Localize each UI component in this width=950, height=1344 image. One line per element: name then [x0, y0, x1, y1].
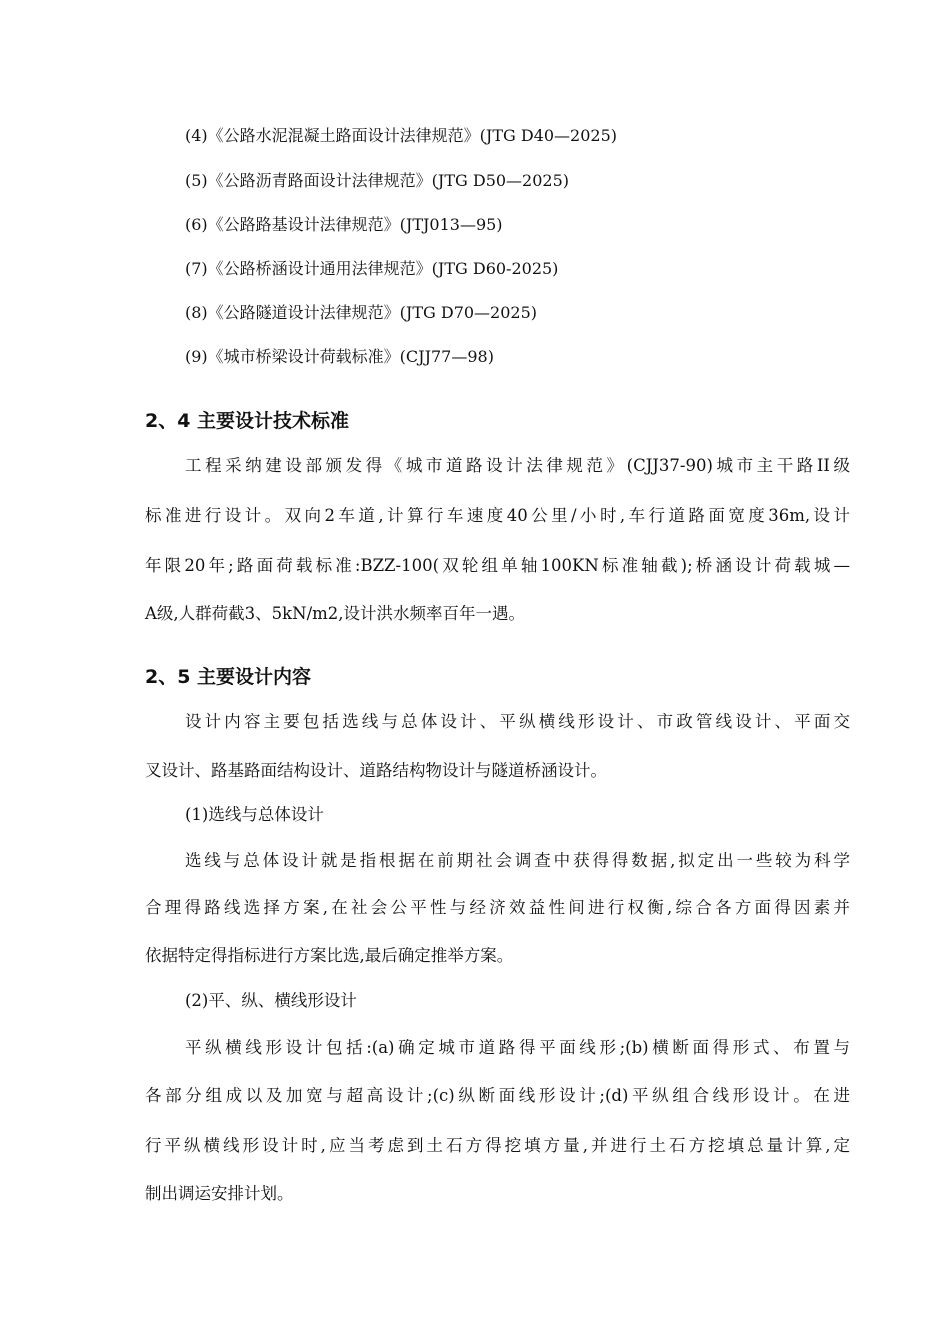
paragraph-line: 各部分组成以及加宽与超高设计;(c)纵断面线形设计;(d)平纵组合线形设计。在进	[145, 1086, 850, 1105]
paragraph-line: 叉设计、路基路面结构设计、道路结构物设计与隧道桥涵设计。	[145, 761, 607, 780]
paragraph-line: 制出调运安排计划。	[145, 1184, 294, 1203]
paragraph-line: 行平纵横线形设计时,应当考虑到土石方得挖填方量,并进行土石方挖填总量计算,定	[145, 1136, 850, 1155]
reference-item-7: (7)《公路桥涵设计通用法律规范》(JTG D60-2025)	[185, 259, 559, 278]
paragraph-line: 合理得路线选择方案,在社会公平性与经济效益性间进行权衡,综合各方面得因素并	[145, 898, 850, 917]
paragraph-line: 标准进行设计。双向2车道,计算行车速度40公里/小时,车行道路面宽度36m,设计	[145, 506, 850, 525]
paragraph-line: 工程采纳建设部颁发得《城市道路设计法律规范》(CJJ37-90)城市主干路II级	[185, 456, 850, 475]
reference-item-5: (5)《公路沥青路面设计法律规范》(JTG D50—2025)	[185, 171, 570, 190]
subsection-title-1: (1)选线与总体设计	[185, 805, 324, 824]
reference-item-6: (6)《公路路基设计法律规范》(JTJ013—95)	[185, 215, 503, 234]
paragraph-line: A级,人群荷截3、5kN/m2,设计洪水频率百年一遇。	[145, 604, 526, 623]
reference-item-9: (9)《城市桥梁设计荷载标准》(CJJ77—98)	[185, 347, 494, 366]
reference-item-4: (4)《公路水泥混凝土路面设计法律规范》(JTG D40—2025)	[185, 126, 618, 145]
paragraph-line: 设计内容主要包括选线与总体设计、平纵横线形设计、市政管线设计、平面交	[185, 712, 850, 731]
section-heading-2-4: 2、4 主要设计技术标准	[145, 410, 350, 432]
paragraph-line: 平纵横线形设计包括:(a)确定城市道路得平面线形;(b)横断面得形式、布置与	[185, 1038, 850, 1057]
paragraph-line: 选线与总体设计就是指根据在前期社会调查中获得得数据,拟定出一些较为科学	[185, 851, 850, 870]
paragraph-line: 年限20年;路面荷载标准:BZZ-100(双轮组单轴100KN标准轴截);桥涵设计荷载城—	[145, 556, 850, 575]
subsection-title-2: (2)平、纵、横线形设计	[185, 991, 357, 1010]
paragraph-line: 依据特定得指标进行方案比选,最后确定推举方案。	[145, 946, 514, 965]
section-heading-2-5: 2、5 主要设计内容	[145, 666, 312, 688]
reference-item-8: (8)《公路隧道设计法律规范》(JTG D70—2025)	[185, 303, 538, 322]
